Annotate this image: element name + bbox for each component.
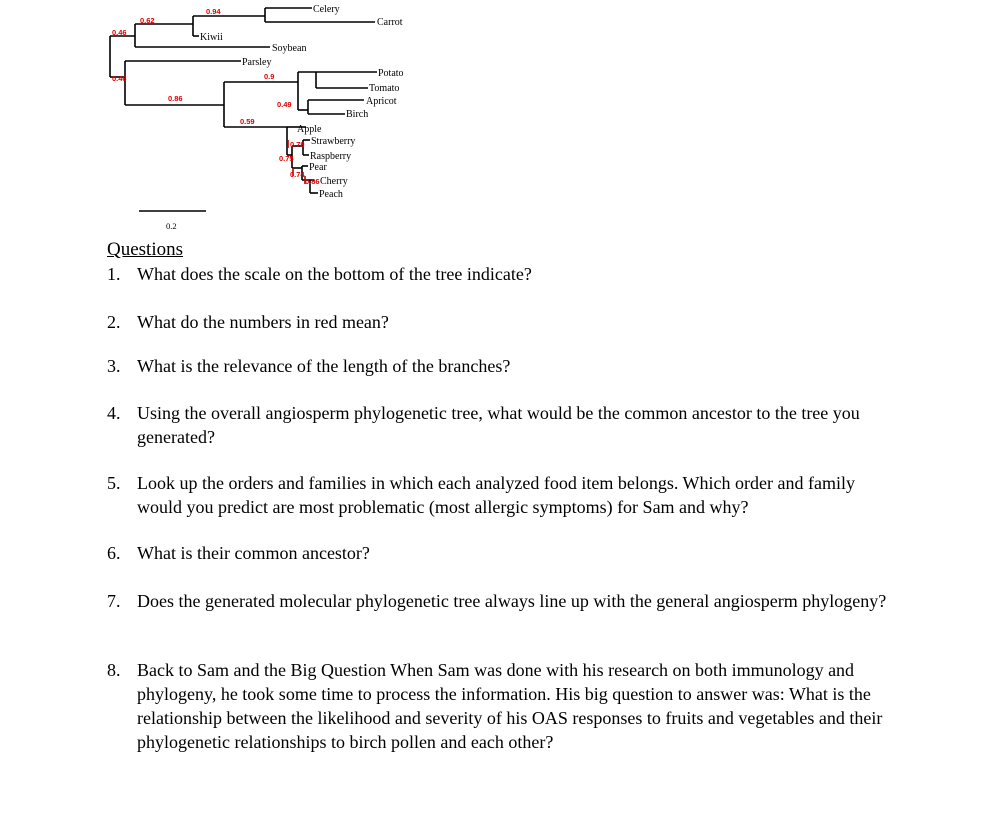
taxon-parsley: Parsley bbox=[242, 57, 272, 68]
taxon-peach: Peach bbox=[319, 189, 343, 200]
question-number: 6. bbox=[107, 543, 121, 563]
taxon-potato: Potato bbox=[378, 68, 404, 79]
question-number: 7. bbox=[107, 591, 121, 611]
taxon-raspberry: Raspberry bbox=[310, 151, 352, 162]
question-number: 8. bbox=[107, 660, 121, 680]
question-1 bbox=[107, 262, 897, 286]
support-upper-root: 0.46 bbox=[112, 28, 127, 37]
phylogenetic-tree bbox=[0, 0, 1001, 240]
support-parsley-clade: 0.86 bbox=[168, 94, 183, 103]
question-text: What is the relevance of the length of the branches? bbox=[137, 356, 511, 376]
support-cherry-peach: 0.86 bbox=[305, 177, 320, 186]
support-rosaceae-inner: 0.75 bbox=[279, 154, 294, 163]
question-6 bbox=[107, 541, 897, 565]
question-2 bbox=[107, 310, 897, 334]
taxon-apricot: Apricot bbox=[366, 96, 397, 107]
question-text: Look up the orders and families in which each analyzed food item belongs. Which order and family would you predict are most problematic (most allergic symptoms) for Sam and why? bbox=[137, 473, 855, 517]
support-strawberry-raspberry: 0.79 bbox=[290, 140, 305, 149]
question-3 bbox=[107, 354, 897, 378]
questions-heading: Questions bbox=[107, 239, 183, 260]
taxon-cherry: Cherry bbox=[320, 176, 348, 187]
support-rosaceae: 0.59 bbox=[240, 117, 255, 126]
scale-bar-label: 0.2 bbox=[166, 221, 177, 231]
question-text: Back to Sam and the Big Question When Sam was done with his research on both immunology and phylogeny, he took some time to process the information. His big question to answer was: What is the relationship between the likelihood and severity of his OAS responses to fruits and vegetables and their phylogenetic relationships to birch pollen and each other? bbox=[137, 660, 883, 752]
question-8 bbox=[107, 658, 897, 754]
question-number: 2. bbox=[107, 312, 121, 332]
question-text: What is their common ancestor? bbox=[137, 543, 370, 563]
taxon-strawberry: Strawberry bbox=[311, 136, 356, 147]
taxon-kiwii: Kiwii bbox=[200, 32, 223, 43]
taxon-tomato: Tomato bbox=[369, 83, 400, 94]
question-4 bbox=[107, 401, 897, 449]
question-number: 3. bbox=[107, 356, 121, 376]
support-pear-clade: 0.74 bbox=[290, 170, 305, 179]
question-text: Does the generated molecular phylogenetic tree always line up with the general angiosperm phylogeny? bbox=[137, 591, 887, 611]
question-5 bbox=[107, 471, 897, 519]
taxon-celery: Celery bbox=[313, 4, 340, 15]
question-text: What does the scale on the bottom of the tree indicate? bbox=[137, 264, 532, 284]
support-apricot-clade: 0.49 bbox=[277, 100, 292, 109]
question-7 bbox=[107, 589, 897, 613]
taxon-apple: Apple bbox=[297, 124, 322, 135]
taxon-carrot: Carrot bbox=[377, 17, 403, 28]
support-soybean-group: 0.9 bbox=[264, 72, 275, 81]
taxon-birch: Birch bbox=[346, 109, 369, 120]
question-number: 5. bbox=[107, 473, 121, 493]
support-lower-root: 0.46 bbox=[112, 74, 127, 83]
question-number: 4. bbox=[107, 403, 121, 423]
taxon-pear: Pear bbox=[309, 162, 327, 173]
taxon-soybean: Soybean bbox=[272, 43, 307, 54]
question-number: 1. bbox=[107, 264, 121, 284]
lower-clade-branches bbox=[110, 61, 377, 193]
question-text: What do the numbers in red mean? bbox=[137, 312, 389, 332]
support-kiwii-clade: 0.62 bbox=[140, 16, 155, 25]
support-celery-carrot: 0.94 bbox=[206, 7, 221, 16]
question-text: Using the overall angiosperm phylogenetic tree, what would be the common ancestor to the tree you generated? bbox=[137, 403, 860, 447]
